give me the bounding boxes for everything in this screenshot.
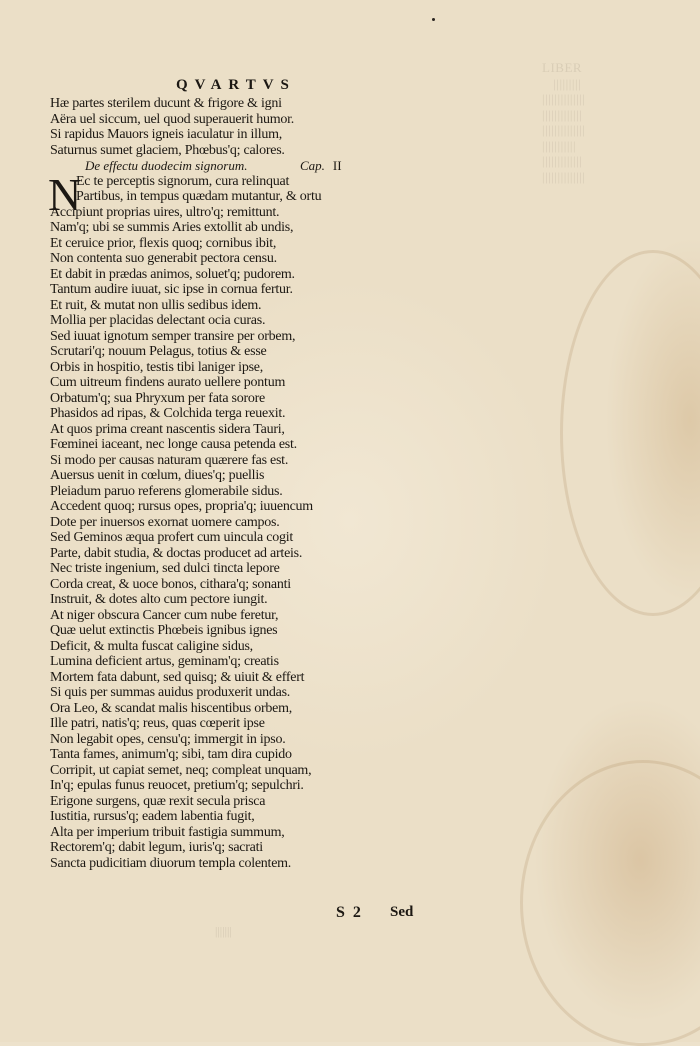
show-through-text: ||||||| [215,924,232,938]
verse-line: Ora Leo, & scandat malis hiscentibus orbem, [50,700,292,716]
verse-line: Corda creat, & uoce bonos, cithara'q; sonanti [50,576,291,592]
verse-line: Accedent quoq; rursus opes, propria'q; iuuencum [50,499,313,514]
verse-line: Mollia per placidas delectant ocia curas. [50,313,266,328]
verse-line: Orbis in hospitio, testis tibi laniger ipse, [50,359,263,375]
chapter-heading: De effectu duodecim signorum. [85,158,248,173]
verse-line: Erigone surgens, quæ rexit secula prisca [50,793,266,809]
verse-line: Hæ partes sterilem ducunt & frigore & igni [50,96,282,111]
verse-line: Corripit, ut capiat semet, neq; compleat unquam, [50,762,312,778]
chapter-number: II [332,158,342,173]
chapter-heading-row [50,158,380,174]
verse-line: Ec te perceptis signorum, cura relinquat [76,173,290,189]
verse-line: Instruit, & dotes alto cum pectore iungit. [50,592,268,607]
water-stain [520,760,700,1046]
chapter-label: Cap. [300,158,325,173]
verse-line: Deficit, & multa fuscat caligine sidus, [50,638,253,654]
chapter-label-group [300,158,342,174]
verse-line: Ille patri, natis'q; reus, quas cœperit ipse [50,716,265,731]
verse-line: Parte, dabit studia, & doctas producet ad arteis. [50,545,303,561]
verse-line: In'q; epulas funus reuocet, pretium'q; sepulchri. [50,778,304,793]
verse-line: Non contenta suo generabit pectora censu. [50,251,277,266]
verse-line: Auersus uenit in cœlum, diues'q; puellis [50,468,265,483]
drop-initial: N [48,168,82,220]
verse-line: Saturnus sumet glaciem, Phœbus'q; calores. [50,142,285,158]
verse-line: Dote per inuersos exornat uomere campos. [50,514,280,530]
verse-line: Nec triste ingenium, sed dulci tincta lepore [50,561,280,576]
running-header: QVARTVS [176,77,296,93]
verse-line: Fœminei iaceant, nec longe causa petenda est. [50,437,297,452]
verse-line: Rectorem'q; dabit legum, iuris'q; sacrati [50,840,263,855]
verse-line: Alta per imperium tribuit fastigia summum, [50,824,285,840]
text-block [50,96,380,871]
verse-line: Sed Geminos æqua profert cum uincula cogit [50,530,293,545]
verse-line: Aëra uel siccum, uel quod superauerit humor. [50,111,295,127]
verse-line: Tanta fames, animum'q; sibi, tam dira cupido [50,747,292,762]
verse-line: Orbatum'q; sua Phryxum per fata sorore [50,390,266,406]
catchword: Sed [390,904,414,920]
verse-line: Nam'q; ubi se summis Aries extollit ab undis, [50,220,294,235]
verse-line: Pleiadum paruo referens glomerabile sidus. [50,483,283,499]
show-through-text: LIBER ||||||||| |||||||||||||| ||||||||||||| |||||||||||||| ||||||||||| ||||||||||||| |||||||||||||| [542,60,586,184]
verse-line: Tantum audire iuuat, sic ipse in cornua fertur. [50,282,293,297]
verse-line: Partibus, in tempus quædam mutantur, & ortu [76,189,322,204]
verse-line: Lumina deficient artus, geminam'q; creatis [50,654,279,669]
verse-line: Phasidos ad ripas, & Colchida terga reuexit. [50,406,286,421]
verse-lines [50,205,380,872]
verse-line: Cum uitreum findens aurato uellere pontum [50,375,286,390]
verse-line: Sancta pudicitiam diuorum templa colentem. [50,855,292,871]
verse-line: Et dabit in prædas animos, soluet'q; pudorem. [50,266,295,282]
signature-mark: S 2 [336,904,363,921]
verse-line: Si rapidus Mauors igneis iaculatur in illum, [50,127,283,142]
verse-line: At quos prima creant nascentis sidera Tauri, [50,421,285,437]
verse-line: Sed iuuat ignotum semper transire per orbem, [50,328,296,344]
verse-line: Accipiunt proprias uires, ultro'q; remittunt. [50,204,280,220]
verse-line: Quæ uelut extinctis Phœbeis ignibus ignes [50,623,278,638]
verse-line: At niger obscura Cancer cum nube feretur, [50,607,279,623]
verse-line: Iustitia, rursus'q; eadem labentia fugit, [50,809,255,824]
verse-line: Et ceruice prior, flexis quoq; cornibus ibit, [50,235,277,251]
verse-line: Mortem fata dabunt, sed quisq; & uiuit & effert [50,669,305,685]
verse-line: Si quis per summas auidus produxerit undas. [50,685,291,700]
verse-line: Non legabit opes, censu'q; immergit in ipso. [50,731,286,747]
verse-line: Et ruit, & mutat non ullis sedibus idem. [50,297,262,313]
water-stain [560,250,700,616]
verse-line: Si modo per causas naturam quærere fas est. [50,452,289,468]
verse-line: Scrutari'q; nouum Pelagus, totius & esse [50,344,267,359]
ink-dot [432,18,435,21]
